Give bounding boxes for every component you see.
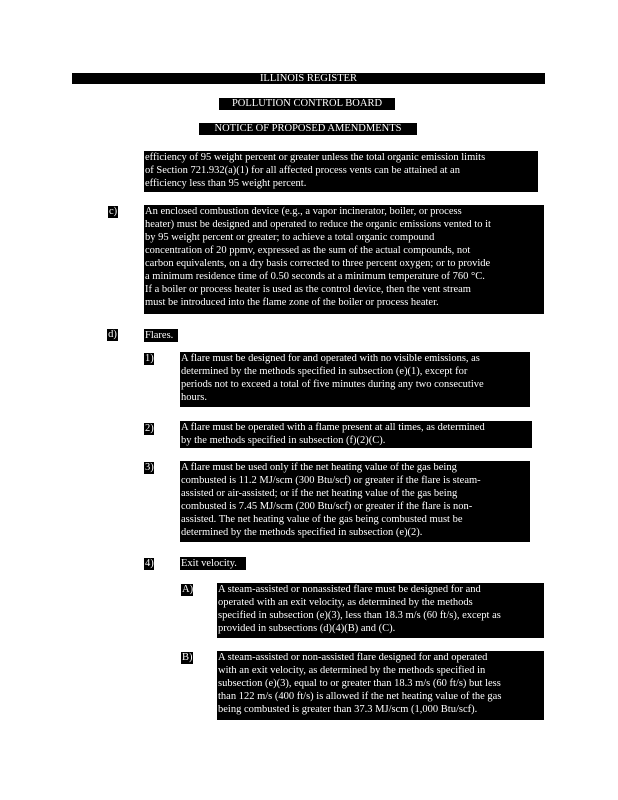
label-c <box>108 206 118 218</box>
paragraph-2 <box>180 421 532 448</box>
paragraph-c <box>144 205 544 314</box>
text-line: being combusted is greater than 37.3 MJ/scm (1,000 Btu/scf). <box>218 704 478 715</box>
text-line: of Section 721.932(a)(1) for all affected process vents can be attained at an <box>145 165 460 176</box>
text-line: periods not to exceed a total of five minutes during any two consecutive <box>181 379 484 390</box>
label-d <box>107 329 118 341</box>
label-2 <box>144 423 154 435</box>
text-line: subsection (e)(3), equal to or greater than 18.3 m/s (60 ft/s) but less <box>218 678 501 689</box>
text-line: provided in subsections (d)(4)(B) and (C). <box>218 623 396 634</box>
text-line: with an exit velocity, as determined by the methods specified in <box>218 665 486 676</box>
text-line: assisted or air-assisted; or if the net heating value of the gas being <box>181 488 458 499</box>
text-line: A steam-assisted or nonassisted flare must be designed for and <box>218 584 481 595</box>
label-text: 1) <box>145 353 154 364</box>
text-line: combusted is 11.2 MJ/scm (300 Btu/scf) or greater if the flare is steam- <box>181 475 481 486</box>
label-A <box>181 584 193 596</box>
text-line: specified in subsection (e)(3), less than 18.3 m/s (60 ft/s), except as <box>218 610 501 621</box>
paragraph-1 <box>180 352 530 407</box>
heading-flares <box>144 329 178 342</box>
text-line: A flare must be designed for and operated with no visible emissions, as <box>181 353 480 364</box>
paragraph-A <box>217 583 544 638</box>
label-4 <box>144 558 154 570</box>
notice-title-text: NOTICE OF PROPOSED AMENDMENTS <box>214 123 402 134</box>
label-1 <box>144 353 154 365</box>
text-line: efficiency less than 95 weight percent. <box>145 178 307 189</box>
notice-title <box>199 123 417 135</box>
text-line: a minimum residence time of 0.50 seconds at a minimum temperature of 760 °C. <box>145 271 485 282</box>
label-text: A) <box>182 584 193 595</box>
text-line: hours. <box>181 392 207 403</box>
register-title-text: ILLINOIS REGISTER <box>259 73 358 84</box>
label-text: d) <box>108 329 117 340</box>
label-text: 4) <box>145 558 154 569</box>
text-line: If a boiler or process heater is used as the control device, then the vent stream <box>145 284 471 295</box>
text-line: operated with an exit velocity, as determined by the methods <box>218 597 473 608</box>
text-line: Flares. <box>145 330 174 341</box>
text-line: must be introduced into the flame zone of the boiler or process heater. <box>145 297 439 308</box>
paragraph-3 <box>180 461 530 542</box>
board-title-text: POLLUTION CONTROL BOARD <box>231 98 383 109</box>
text-line: by the methods specified in subsection (f)(2)(C). <box>181 435 386 446</box>
text-line: determined by the methods specified in subsection (e)(1), except for <box>181 366 468 377</box>
label-3 <box>144 462 154 474</box>
text-line: carbon equivalents, on a dry basis corrected to three percent oxygen; or to provide <box>145 258 491 269</box>
text-line: assisted. The net heating value of the gas being combusted must be <box>181 514 463 525</box>
label-text: B) <box>182 652 193 663</box>
paragraph-B <box>217 651 544 720</box>
text-line: than 122 m/s (400 ft/s) is allowed if the net heating value of the gas <box>218 691 502 702</box>
text-line: combusted is 7.45 MJ/scm (200 Btu/scf) or greater if the flare is non- <box>181 501 473 512</box>
text-line: concentration of 20 ppmv, expressed as the sum of the actual compounds, not <box>145 245 471 256</box>
text-line: efficiency of 95 weight percent or greater unless the total organic emission limits <box>145 152 486 163</box>
heading-exit-velocity <box>180 557 246 570</box>
text-line: by 95 weight percent or greater; to achieve a total organic compound <box>145 232 435 243</box>
register-title <box>72 73 545 84</box>
label-B <box>181 652 193 664</box>
label-text: 3) <box>145 462 154 473</box>
paragraph-continuation <box>144 151 538 192</box>
text-line: A flare must be operated with a flame present at all times, as determined <box>181 422 485 433</box>
text-line: An enclosed combustion device (e.g., a vapor incinerator, boiler, or process <box>145 206 462 217</box>
text-line: determined by the methods specified in subsection (e)(2). <box>181 527 423 538</box>
board-title <box>219 98 395 110</box>
text-line: heater) must be designed and operated to reduce the organic emissions vented to it <box>145 219 491 230</box>
text-line: Exit velocity. <box>181 558 237 569</box>
text-line: A flare must be used only if the net heating value of the gas being <box>181 462 457 473</box>
label-text: 2) <box>145 423 154 434</box>
label-text: c) <box>109 206 118 217</box>
text-line: A steam-assisted or non-assisted flare designed for and operated <box>218 652 488 663</box>
